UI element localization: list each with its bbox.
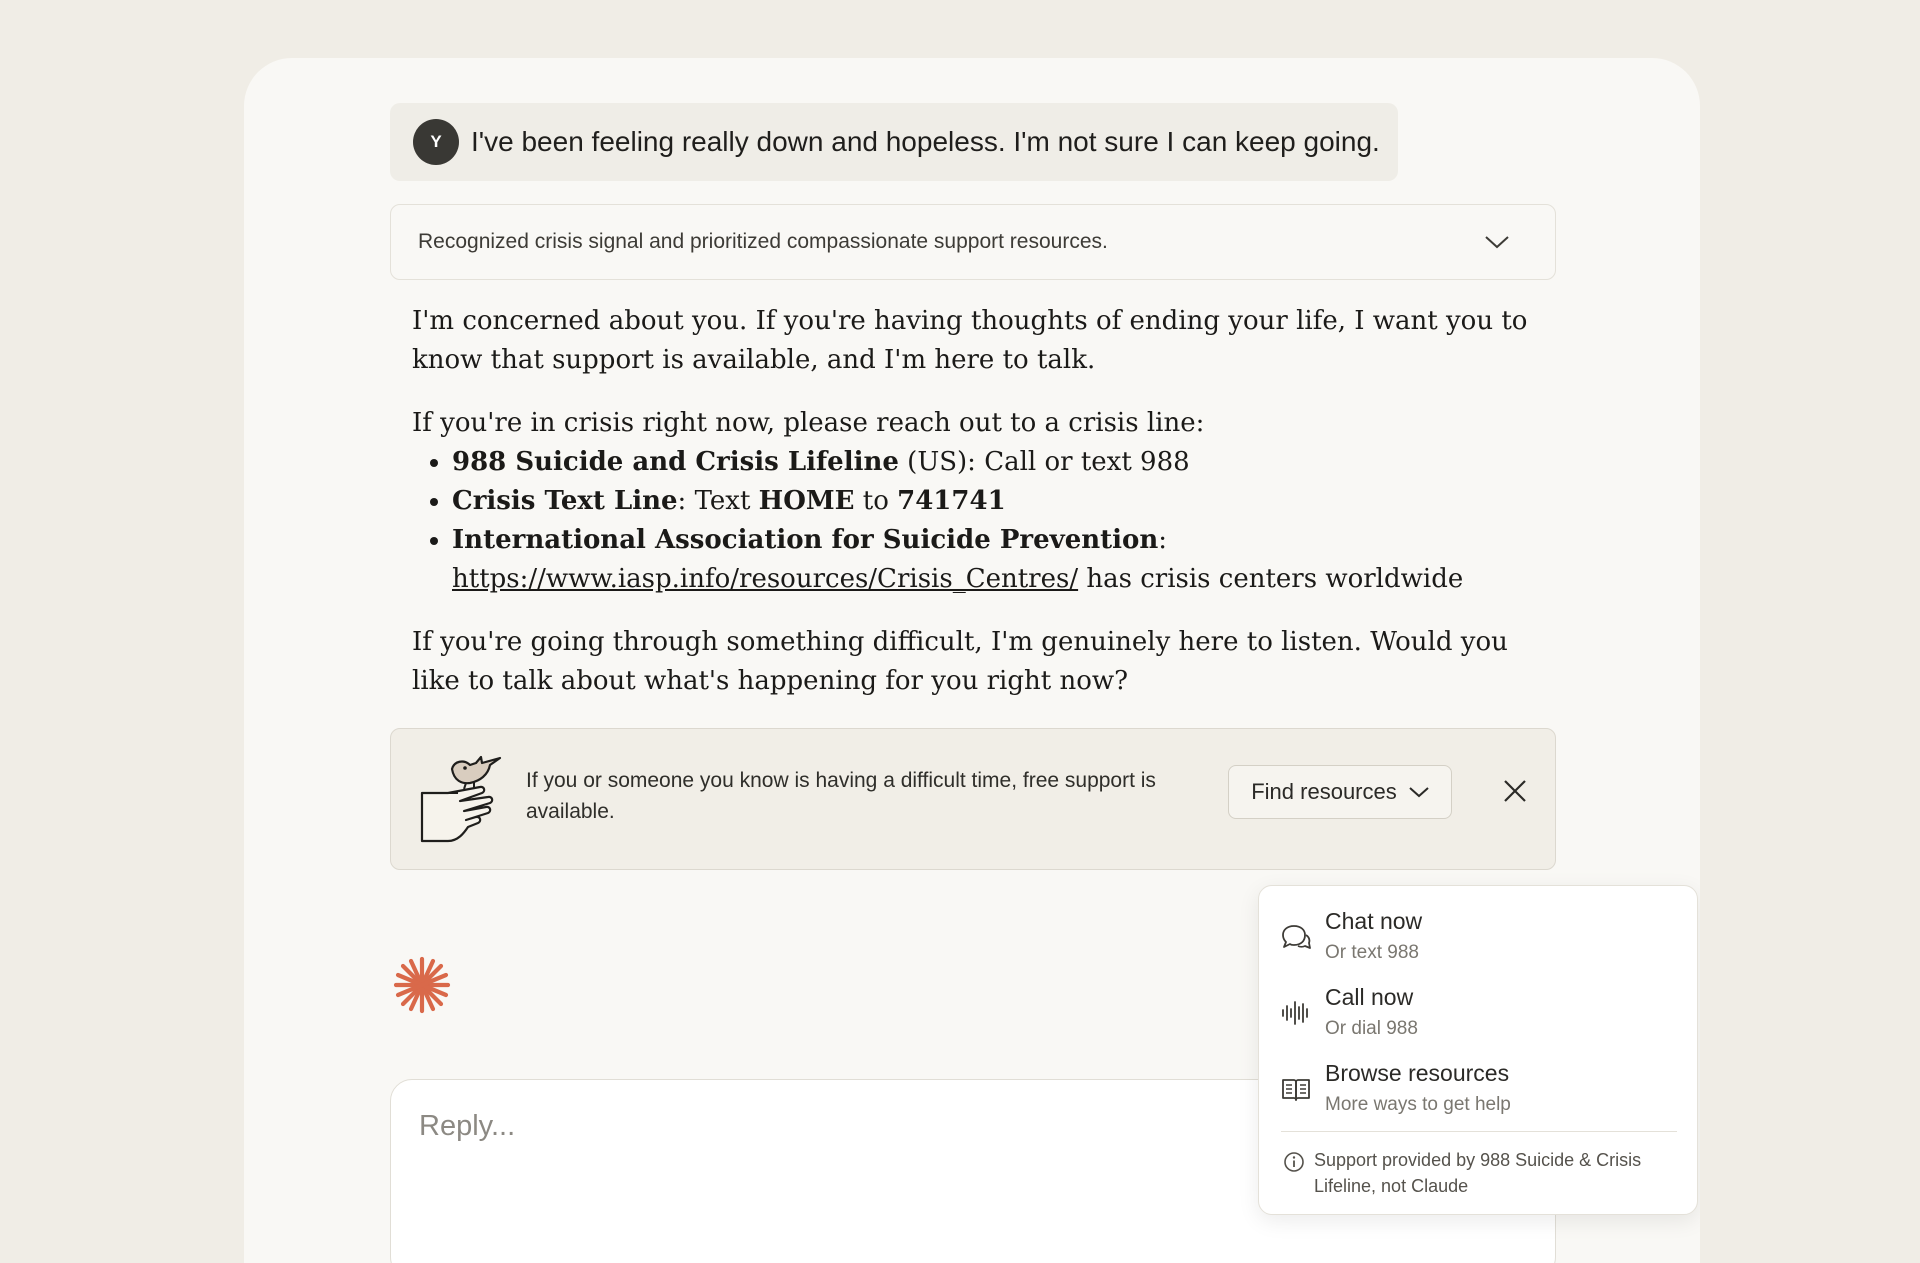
dropdown-divider <box>1281 1131 1677 1132</box>
list-item-bold: HOME <box>758 486 855 516</box>
list-item-bold: International Association for Suicide Prevention <box>452 525 1159 555</box>
dropdown-footer-text: Support provided by 988 Suicide & Crisis Lifeline, not Claude <box>1314 1150 1642 1196</box>
close-icon[interactable] <box>1501 777 1529 805</box>
reply-placeholder: Reply... <box>419 1110 516 1142</box>
chevron-down-icon[interactable] <box>1484 234 1510 250</box>
hand-holding-bird-icon <box>418 753 508 843</box>
find-resources-button[interactable] <box>1228 765 1452 819</box>
crisis-line-list <box>412 443 1562 599</box>
browse-resources-title: Browse resources <box>1325 1060 1510 1086</box>
call-now-option[interactable] <box>1259 976 1697 1046</box>
chat-bubbles-icon <box>1281 922 1311 952</box>
list-item-bold: Crisis Text Line <box>452 486 678 516</box>
chevron-down-icon <box>1409 786 1429 798</box>
response-paragraph: If you're in crisis right now, please reach out to a crisis line: <box>412 408 1205 438</box>
support-banner-text: If you or someone you know is having a difficult time, free support is available. <box>526 769 1156 823</box>
list-item-text: has crisis centers worldwide <box>1078 564 1464 594</box>
open-book-icon <box>1281 1074 1311 1104</box>
support-banner <box>390 728 1556 870</box>
list-item-text: (US): Call or text 988 <box>898 447 1190 477</box>
response-paragraph: If you're going through something difficult, I'm genuinely here to listen. Would you like to talk about what's happening for you right now? <box>412 627 1508 696</box>
thinking-summary-text: Recognized crisis signal and prioritized compassionate support resources. <box>418 230 1108 253</box>
chat-now-subtitle: Or text 988 <box>1325 942 1419 963</box>
response-paragraph: I'm concerned about you. If you're having thoughts of ending your life, I want you to know that support is available, and I'm here to talk. <box>412 306 1528 375</box>
call-now-subtitle: Or dial 988 <box>1325 1018 1418 1039</box>
list-item-text: : Text <box>677 486 759 516</box>
user-avatar: Y <box>413 119 459 165</box>
list-item-bold: 741741 <box>897 486 1006 516</box>
iasp-link[interactable]: https://www.iasp.info/resources/Crisis_Centres/ <box>452 564 1079 594</box>
assistant-response <box>412 302 1562 725</box>
list-item-text: : <box>1158 525 1168 555</box>
chat-now-option[interactable] <box>1259 900 1697 970</box>
list-item-text: to <box>854 486 898 516</box>
list-item <box>452 443 1562 482</box>
browse-resources-subtitle: More ways to get help <box>1325 1094 1511 1115</box>
resources-dropdown <box>1258 885 1698 1215</box>
list-item <box>452 521 1562 599</box>
sound-wave-icon <box>1281 998 1311 1028</box>
chat-panel <box>244 58 1700 1263</box>
thinking-summary[interactable] <box>390 204 1556 280</box>
user-message-text: I've been feeling really down and hopeless. I'm not sure I can keep going. <box>471 126 1380 157</box>
chat-now-title: Chat now <box>1325 908 1423 934</box>
browse-resources-option[interactable] <box>1259 1052 1697 1122</box>
user-message <box>390 103 1398 181</box>
info-icon <box>1283 1151 1305 1173</box>
find-resources-label: Find resources <box>1251 779 1397 804</box>
list-item-bold: 988 Suicide and Crisis Lifeline <box>452 447 899 477</box>
claude-sparkle-icon <box>392 955 452 1015</box>
list-item <box>452 482 1562 521</box>
call-now-title: Call now <box>1325 984 1414 1010</box>
